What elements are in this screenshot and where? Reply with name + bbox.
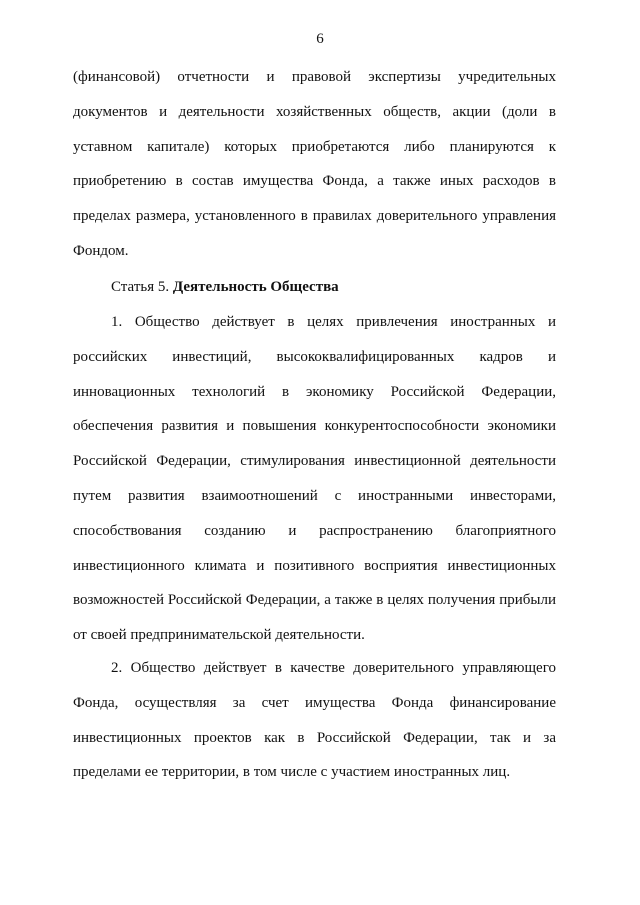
- article-title: Деятельность Общества: [172, 279, 339, 295]
- text-line: от своей предпринимательской деятельности.: [73, 627, 365, 644]
- text-line: обеспечения развития и повышения конкурентоспособности экономики: [73, 418, 556, 435]
- text-line: уставном капитале) которых приобретаются либо планируются к: [73, 138, 556, 155]
- text-line: инновационных технологий в экономику Российской Федерации,: [73, 383, 556, 400]
- text-line: российских инвестиций, высококвалифицированных кадров и: [73, 348, 556, 365]
- article-heading: [73, 270, 556, 305]
- text-line: (финансовой) отчетности и правовой экспертизы учредительных: [73, 69, 556, 85]
- article-prefix: Статья 5.: [111, 279, 170, 295]
- paragraph-intro: [73, 60, 556, 269]
- text-line: Российской Федерации, стимулирования инвестиционной деятельности: [73, 453, 556, 470]
- text-line: пределами ее территории, в том числе с участием иностранных лиц.: [73, 764, 511, 781]
- paragraph-2: [73, 651, 556, 790]
- text-line: инвестиционных проектов как в Российской Федерации, так и за: [73, 729, 556, 746]
- text-line: 2. Общество действует в качестве доверительного управляющего: [111, 660, 556, 676]
- text-line: 1. Общество действует в целях привлечения иностранных и: [111, 314, 556, 330]
- text-line: Фонда, осуществляя за счет имущества Фонда финансирование: [73, 694, 556, 711]
- text-line: Фондом.: [73, 242, 129, 259]
- text-line: путем развития взаимоотношений с иностранными инвесторами,: [73, 487, 556, 504]
- paragraph-1: [73, 305, 556, 653]
- page-number: 6: [316, 31, 324, 47]
- text-line: возможностей Российской Федерации, а также в целях получения прибыли: [73, 592, 556, 609]
- text-line: способствования созданию и распространению благоприятного: [73, 522, 556, 539]
- text-line: пределах размера, установленного в правилах доверительного управления: [73, 208, 556, 225]
- text-line: инвестиционного климата и позитивного восприятия инвестиционных: [73, 557, 556, 574]
- text-line: документов и деятельности хозяйственных обществ, акции (доли в: [73, 103, 556, 120]
- text-line: приобретению в состав имущества Фонда, а также иных расходов в: [73, 173, 556, 190]
